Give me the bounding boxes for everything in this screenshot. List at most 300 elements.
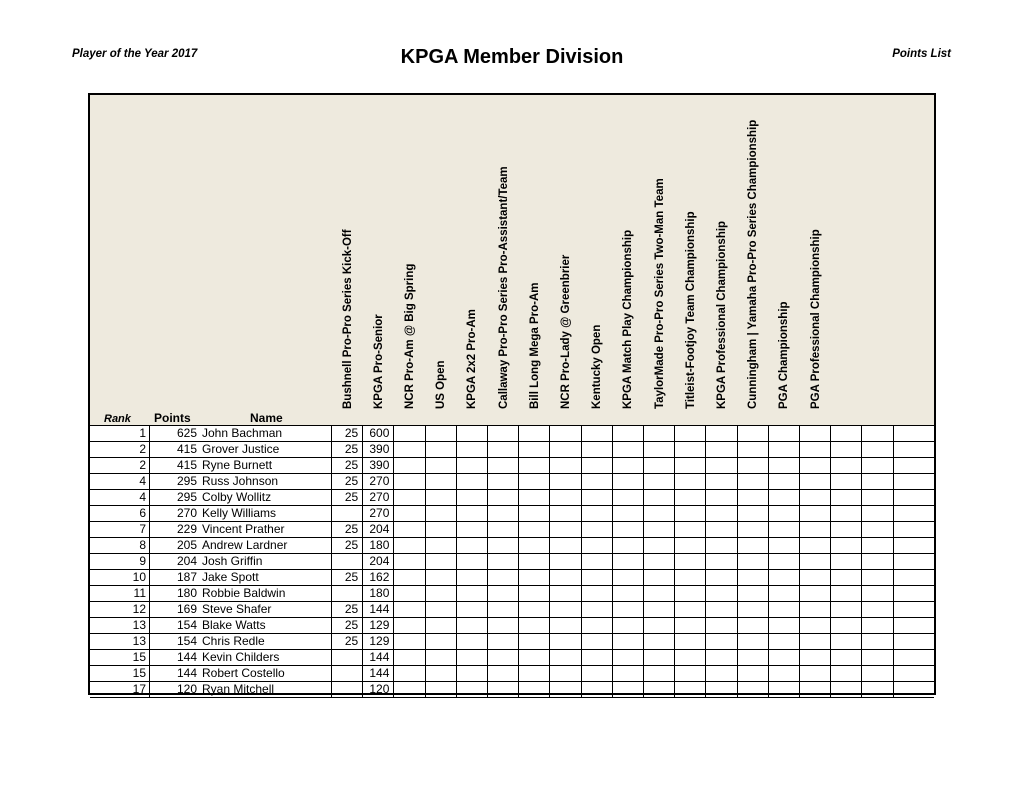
table-row (90, 537, 934, 553)
points-cell: 154 (176, 618, 197, 632)
points-cell: 144 (176, 666, 197, 680)
event-points-cell (426, 665, 457, 681)
event-points-cell (394, 569, 425, 585)
row-divider (90, 633, 934, 634)
event-points-cell (550, 633, 581, 649)
event-points-cell (613, 505, 644, 521)
event-points-cell (394, 649, 425, 665)
column-divider (487, 425, 488, 697)
event-points-cell: 390 (363, 441, 394, 457)
event-points-cell (644, 681, 675, 697)
event-column-label: Cunningham | Yamaha Pro-Pro Series Championship (747, 119, 760, 409)
event-points-cell (675, 441, 706, 457)
event-points-cell: 25 (332, 521, 363, 537)
event-points-cell (862, 585, 893, 601)
row-divider (90, 521, 934, 522)
event-points-cell (550, 665, 581, 681)
event-points-cell (488, 553, 519, 569)
event-points-cell (675, 489, 706, 505)
event-points-cell (675, 665, 706, 681)
event-points-cell (862, 601, 893, 617)
event-points-cell (457, 585, 488, 601)
list-type-label: Points List (892, 48, 951, 60)
event-column-header (550, 91, 581, 421)
name-column-header: Name (250, 411, 283, 425)
table-row (90, 617, 934, 633)
event-points-cell (800, 681, 831, 697)
event-points-cell (613, 489, 644, 505)
event-points-cell (800, 505, 831, 521)
event-column-label: NCR Pro-Lady @ Greenbrier (559, 254, 572, 409)
event-points-cell (550, 601, 581, 617)
event-points-cell (613, 665, 644, 681)
event-points-cell (394, 585, 425, 601)
event-points-cell (862, 537, 893, 553)
event-points-cell (550, 585, 581, 601)
row-divider (90, 473, 934, 474)
event-column-label: US Open (435, 360, 448, 409)
event-points-cell: 25 (332, 473, 363, 489)
event-points-cell (831, 537, 862, 553)
event-points-cell (426, 585, 457, 601)
event-points-cell (394, 521, 425, 537)
event-points-cell (831, 601, 862, 617)
event-column-header (457, 91, 488, 421)
event-points-cell (550, 441, 581, 457)
event-points-cell (582, 569, 613, 585)
event-points-cell (769, 665, 800, 681)
event-points-cell (394, 537, 425, 553)
event-points-cell (582, 521, 613, 537)
event-points-cell (613, 585, 644, 601)
event-points-cell (457, 457, 488, 473)
event-points-cell (519, 473, 550, 489)
event-points-cell (862, 665, 893, 681)
event-points-cell (738, 521, 769, 537)
event-points-cell (488, 441, 519, 457)
event-points-cell (644, 569, 675, 585)
event-points-cell (769, 633, 800, 649)
rank-column-header: Rank (104, 413, 131, 425)
points-table (88, 93, 936, 695)
event-points-cell (769, 521, 800, 537)
event-points-cell (644, 633, 675, 649)
column-divider (830, 425, 831, 697)
name-cell: Vincent Prather (200, 521, 332, 537)
event-points-cell (706, 649, 737, 665)
event-points-cell (706, 521, 737, 537)
row-divider (90, 601, 934, 602)
event-points-cell (706, 473, 737, 489)
rank-cell: 10 (90, 569, 150, 585)
event-points-cell (675, 537, 706, 553)
event-points-cell (550, 457, 581, 473)
rank-cell: 4 (90, 473, 150, 489)
event-points-cell (706, 505, 737, 521)
event-points-cell (800, 521, 831, 537)
column-divider (549, 425, 550, 697)
event-points-cell (644, 441, 675, 457)
event-points-cell (862, 489, 893, 505)
event-points-cell (862, 441, 893, 457)
event-points-cell (706, 537, 737, 553)
event-points-cell: 162 (363, 569, 394, 585)
event-points-cell (582, 633, 613, 649)
event-column-header (862, 91, 893, 421)
event-points-cell (519, 649, 550, 665)
points-cell: 180 (176, 586, 197, 600)
column-divider (768, 425, 769, 697)
points-cell: 415 (176, 458, 197, 472)
event-points-cell (519, 425, 550, 441)
event-points-cell (426, 569, 457, 585)
rank-cell: 2 (90, 441, 150, 457)
points-cell: 295 (176, 490, 197, 504)
event-points-cell (613, 633, 644, 649)
event-points-cell: 25 (332, 457, 363, 473)
table-row (90, 553, 934, 569)
event-points-cell (488, 457, 519, 473)
points-cell: 295 (176, 474, 197, 488)
rank-cell: 12 (90, 601, 150, 617)
event-points-cell: 25 (332, 633, 363, 649)
event-points-cell (644, 425, 675, 441)
event-column-label: Kentucky Open (591, 324, 604, 409)
event-points-cell (831, 521, 862, 537)
name-cell: Josh Griffin (200, 553, 332, 569)
column-divider (643, 425, 644, 697)
event-points-cell (831, 489, 862, 505)
row-divider (90, 569, 934, 570)
event-points-cell (582, 681, 613, 697)
row-divider (90, 649, 934, 650)
event-column-header (769, 91, 800, 421)
table-row (90, 665, 934, 681)
event-points-cell (519, 505, 550, 521)
event-points-cell (394, 505, 425, 521)
event-points-cell (613, 553, 644, 569)
season-label: Player of the Year 2017 (72, 48, 198, 60)
column-divider (705, 425, 706, 697)
table-row (90, 569, 934, 585)
event-points-cell: 204 (363, 553, 394, 569)
column-divider (612, 425, 613, 697)
event-points-cell (519, 665, 550, 681)
row-divider (90, 489, 934, 490)
event-points-cell (675, 601, 706, 617)
event-points-cell (519, 489, 550, 505)
event-points-cell (800, 585, 831, 601)
event-points-cell (675, 569, 706, 585)
event-points-cell (769, 537, 800, 553)
event-points-cell (800, 489, 831, 505)
event-points-cell (800, 665, 831, 681)
event-points-cell (394, 425, 425, 441)
event-points-cell (426, 681, 457, 697)
event-points-cell (800, 633, 831, 649)
column-divider (581, 425, 582, 697)
event-column-label: Bushnell Pro-Pro Series Kick-Off (341, 229, 354, 409)
event-points-cell (613, 425, 644, 441)
event-points-cell (488, 617, 519, 633)
event-points-cell (613, 681, 644, 697)
name-cell: Kelly Williams (200, 505, 332, 521)
event-points-cell (582, 553, 613, 569)
event-points-cell (769, 569, 800, 585)
event-points-cell (519, 457, 550, 473)
event-points-cell (800, 617, 831, 633)
event-points-cell: 25 (332, 569, 363, 585)
event-points-cell (706, 441, 737, 457)
column-divider (518, 425, 519, 697)
name-cell: John Bachman (200, 425, 332, 441)
event-column-header (332, 91, 363, 421)
event-points-cell: 180 (363, 585, 394, 601)
event-points-cell (488, 489, 519, 505)
rank-cell: 13 (90, 633, 150, 649)
event-column-header (675, 91, 706, 421)
event-column-header (582, 91, 613, 421)
rank-cell: 11 (90, 585, 150, 601)
event-points-cell (457, 601, 488, 617)
name-cell: Robbie Baldwin (200, 585, 332, 601)
event-points-cell (550, 553, 581, 569)
event-points-cell (738, 585, 769, 601)
event-points-cell (800, 425, 831, 441)
event-points-cell (738, 649, 769, 665)
table-row (90, 457, 934, 473)
event-points-cell (706, 553, 737, 569)
name-cell: Ryan Mitchell (200, 681, 332, 697)
event-points-cell (831, 505, 862, 521)
event-points-cell (332, 553, 363, 569)
event-points-cell (457, 473, 488, 489)
event-points-cell (457, 441, 488, 457)
event-points-cell (831, 633, 862, 649)
event-points-cell (613, 649, 644, 665)
event-points-cell (519, 537, 550, 553)
event-points-cell (862, 633, 893, 649)
event-points-cell: 129 (363, 617, 394, 633)
event-points-cell (457, 521, 488, 537)
event-points-cell (519, 633, 550, 649)
event-points-cell (582, 617, 613, 633)
event-column-label: Bill Long Mega Pro-Am (528, 282, 541, 409)
event-points-cell: 25 (332, 601, 363, 617)
event-points-cell (426, 441, 457, 457)
event-points-cell (426, 425, 457, 441)
points-column-header: Points (154, 411, 191, 425)
event-points-cell (800, 473, 831, 489)
rank-cell: 4 (90, 489, 150, 505)
event-points-cell (862, 553, 893, 569)
event-points-cell (394, 489, 425, 505)
table-row (90, 505, 934, 521)
event-points-cell (862, 425, 893, 441)
event-points-cell (550, 489, 581, 505)
event-points-cell: 270 (363, 473, 394, 489)
event-points-cell (457, 537, 488, 553)
event-points-cell: 144 (363, 665, 394, 681)
row-divider (90, 505, 934, 506)
event-points-cell (613, 569, 644, 585)
event-points-cell (426, 633, 457, 649)
rank-cell: 17 (90, 681, 150, 697)
event-points-cell (426, 521, 457, 537)
event-points-cell (550, 505, 581, 521)
event-points-cell (613, 473, 644, 489)
event-points-cell (831, 665, 862, 681)
table-row (90, 681, 934, 697)
rank-cell: 6 (90, 505, 150, 521)
rank-cell: 1 (90, 425, 150, 441)
event-points-cell (519, 617, 550, 633)
event-points-cell (831, 681, 862, 697)
table-row (90, 521, 934, 537)
row-divider (90, 553, 934, 554)
event-points-cell (394, 617, 425, 633)
event-points-cell (394, 665, 425, 681)
event-points-cell (800, 649, 831, 665)
event-points-cell (426, 537, 457, 553)
event-points-cell: 144 (363, 601, 394, 617)
event-points-cell (457, 489, 488, 505)
event-points-cell (738, 473, 769, 489)
event-points-cell (738, 489, 769, 505)
column-divider (799, 425, 800, 697)
event-column-label: KPGA Pro-Senior (372, 314, 385, 409)
name-cell: Chris Redle (200, 633, 332, 649)
name-cell: Andrew Lardner (200, 537, 332, 553)
event-points-cell (831, 649, 862, 665)
points-cell: 187 (176, 570, 197, 584)
event-points-cell (582, 585, 613, 601)
event-column-label: PGA Championship (778, 301, 791, 409)
event-points-cell (426, 649, 457, 665)
event-points-cell (769, 617, 800, 633)
event-points-cell (769, 649, 800, 665)
event-points-cell (800, 601, 831, 617)
event-points-cell (769, 489, 800, 505)
column-divider (393, 425, 394, 697)
event-column-label: NCR Pro-Am @ Big Spring (403, 263, 416, 409)
event-points-cell (675, 473, 706, 489)
event-points-cell (769, 457, 800, 473)
event-points-cell (738, 601, 769, 617)
event-points-cell (738, 665, 769, 681)
event-points-cell (862, 569, 893, 585)
event-points-cell (426, 473, 457, 489)
event-points-cell (582, 473, 613, 489)
event-points-cell (426, 457, 457, 473)
event-points-cell (769, 553, 800, 569)
event-points-cell (644, 473, 675, 489)
event-points-cell (831, 617, 862, 633)
event-points-cell (769, 441, 800, 457)
event-points-cell (457, 569, 488, 585)
event-column-header (394, 91, 425, 421)
row-divider (90, 457, 934, 458)
event-points-cell (582, 505, 613, 521)
event-points-cell: 144 (363, 649, 394, 665)
event-points-cell (550, 569, 581, 585)
event-points-cell (706, 681, 737, 697)
event-column-header (644, 91, 675, 421)
rank-cell: 2 (90, 457, 150, 473)
event-points-cell (457, 649, 488, 665)
event-points-cell (706, 633, 737, 649)
event-points-cell (738, 537, 769, 553)
event-column-header (800, 91, 831, 421)
points-cell: 270 (176, 506, 197, 520)
column-divider (425, 425, 426, 697)
event-points-cell (831, 457, 862, 473)
points-cell: 415 (176, 442, 197, 456)
event-points-cell (394, 457, 425, 473)
event-points-cell (862, 505, 893, 521)
event-points-cell (550, 681, 581, 697)
event-points-cell (738, 505, 769, 521)
event-points-cell (488, 537, 519, 553)
event-points-cell (644, 617, 675, 633)
event-points-cell (457, 681, 488, 697)
event-points-cell (862, 649, 893, 665)
event-points-cell (862, 473, 893, 489)
event-points-cell (582, 425, 613, 441)
event-points-cell (644, 457, 675, 473)
rank-cell: 15 (90, 649, 150, 665)
event-points-cell (457, 633, 488, 649)
event-points-cell (613, 601, 644, 617)
event-points-cell (738, 457, 769, 473)
event-points-cell (488, 649, 519, 665)
event-column-label: KPGA Match Play Championship (622, 229, 635, 409)
table-row (90, 585, 934, 601)
event-column-label: Titleist-Footjoy Team Championship (684, 211, 697, 409)
event-column-label: Callaway Pro-Pro Series Pro-Assistant/Team (497, 166, 510, 409)
event-points-cell: 25 (332, 425, 363, 441)
event-points-cell (613, 537, 644, 553)
event-points-cell (800, 537, 831, 553)
event-points-cell (675, 457, 706, 473)
event-points-cell (613, 457, 644, 473)
event-column-label: KPGA Professional Championship (715, 220, 728, 409)
event-column-header (519, 91, 550, 421)
table-row (90, 441, 934, 457)
event-points-cell (738, 617, 769, 633)
event-column-label: KPGA 2x2 Pro-Am (466, 309, 479, 409)
event-points-cell (862, 521, 893, 537)
row-divider (90, 441, 934, 442)
points-cell: 154 (176, 634, 197, 648)
column-divider (674, 425, 675, 697)
event-points-cell (706, 665, 737, 681)
points-cell: 120 (176, 682, 197, 696)
event-points-cell (332, 585, 363, 601)
event-points-cell (426, 505, 457, 521)
row-divider (90, 681, 934, 682)
event-points-cell (769, 681, 800, 697)
row-divider (90, 617, 934, 618)
event-points-cell: 25 (332, 489, 363, 505)
rank-cell: 9 (90, 553, 150, 569)
event-points-cell (831, 473, 862, 489)
column-divider (861, 425, 862, 697)
event-points-cell (582, 457, 613, 473)
points-cell: 169 (176, 602, 197, 616)
event-column-label: PGA Professional Championship (809, 229, 822, 409)
name-cell: Kevin Childers (200, 649, 332, 665)
